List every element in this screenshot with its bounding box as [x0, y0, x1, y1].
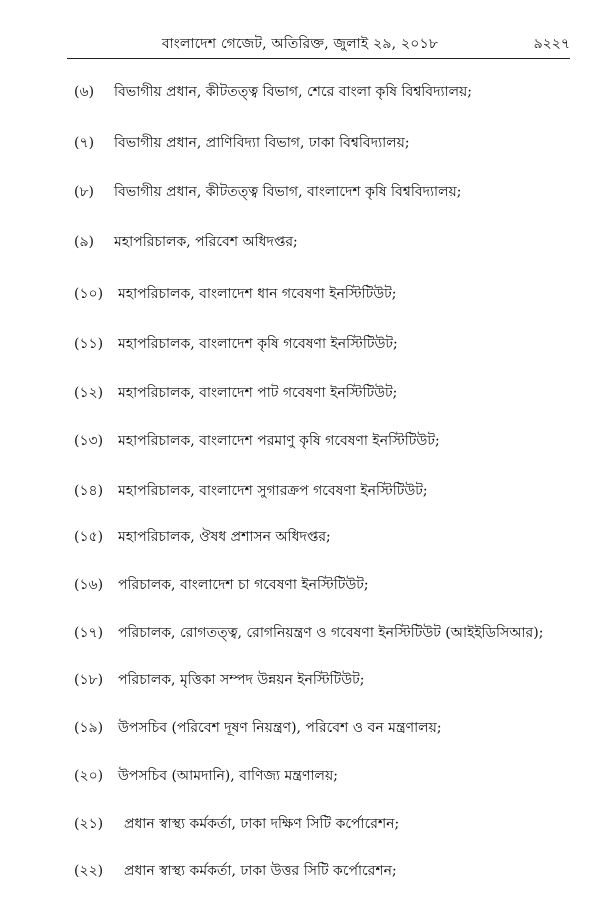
- entry-text: মহাপরিচালক, বাংলাদেশ কৃষি গবেষণা ইনস্টিটিউট;: [118, 336, 398, 352]
- entry-text: বিভাগীয় প্রধান, প্রাণিবিদ্যা বিভাগ, ঢাকা বিশ্ববিদ্যালয়;: [114, 135, 410, 151]
- entry-text: পরিচালক, রোগতত্ত্ব, রোগনিয়ন্ত্রণ ও গবেষণা ইনস্টিটিউট (আইইডিসিআর);: [118, 625, 544, 641]
- entry-number: (১১): [74, 336, 104, 352]
- entry-number: (১২): [74, 385, 104, 401]
- entry-number: (১৪): [74, 483, 104, 499]
- entry-text: মহাপরিচালক, বাংলাদেশ ধান গবেষণা ইনস্টিটিউট;: [118, 286, 397, 302]
- entry-number: (৭): [74, 135, 95, 151]
- entry-text: মহাপরিচালক, বাংলাদেশ পাট গবেষণা ইনস্টিটিউট;: [118, 385, 398, 401]
- entry-text: পরিচালক, মৃত্তিকা সম্পদ উন্নয়ন ইনস্টিটিউট;: [118, 672, 365, 688]
- entry-number: (১৫): [74, 529, 104, 545]
- list-item: [74, 384, 574, 402]
- list-item: [74, 432, 574, 450]
- entry-number: (৬): [74, 84, 95, 100]
- entry-text: প্রধান স্বাস্থ্য কর্মকর্তা, ঢাকা দক্ষিণ সিটি কর্পোরেশন;: [124, 816, 400, 832]
- page-number: ৯২২৭: [533, 36, 570, 52]
- list-item: [74, 767, 574, 785]
- entry-number: (১৩): [74, 433, 104, 449]
- entry-number: (১৭): [74, 625, 104, 641]
- entry-number: (১৬): [74, 577, 104, 593]
- list-item: [74, 134, 574, 152]
- gazette-header-title: বাংলাদেশ গেজেট, অতিরিক্ত, জুলাই ২৯, ২০১৮: [161, 36, 439, 52]
- entry-text: বিভাগীয় প্রধান, কীটতত্ত্ব বিভাগ, শেরে বাংলা কৃষি বিশ্ববিদ্যালয়;: [114, 84, 472, 100]
- entry-text: প্রধান স্বাস্থ্য কর্মকর্তা, ঢাকা উত্তর সিটি কর্পোরেশন;: [124, 863, 397, 879]
- list-item: [74, 719, 574, 737]
- entry-number: (১৯): [74, 720, 104, 736]
- entry-number: (১৮): [74, 672, 104, 688]
- list-item: [74, 815, 574, 833]
- entry-text: মহাপরিচালক, বাংলাদেশ সুগারক্রপ গবেষণা ইনস্টিটিউট;: [118, 483, 428, 499]
- list-item: [74, 482, 574, 500]
- entry-number: (১০): [74, 286, 104, 302]
- entry-text: মহাপরিচালক, ঔষধ প্রশাসন অধিদপ্তর;: [118, 529, 331, 545]
- list-item: [74, 335, 574, 353]
- list-item: [74, 183, 574, 201]
- entry-text: বিভাগীয় প্রধান, কীটতত্ত্ব বিভাগ, বাংলাদেশ কৃষি বিশ্ববিদ্যালয়;: [114, 184, 462, 200]
- list-item: [74, 862, 574, 880]
- list-item: [74, 671, 574, 689]
- entry-text: উপসচিব (আমদানি), বাণিজ্য মন্ত্রণালয়;: [118, 768, 338, 784]
- entry-text: মহাপরিচালক, বাংলাদেশ পরমাণু কৃষি গবেষণা ইনস্টিটিউট;: [118, 433, 440, 449]
- list-item: [74, 233, 574, 251]
- entry-number: (২২): [74, 863, 104, 879]
- list-item: [74, 285, 574, 303]
- list-item: [74, 528, 574, 546]
- list-item: [74, 576, 574, 594]
- entry-text: পরিচালক, বাংলাদেশ চা গবেষণা ইনস্টিটিউট;: [118, 577, 369, 593]
- entry-text: উপসচিব (পরিবেশ দূষণ নিয়ন্ত্রণ), পরিবেশ ও বন মন্ত্রণালয়;: [118, 720, 442, 736]
- entry-text: মহাপরিচালক, পরিবেশ অধিদপ্তর;: [114, 234, 298, 250]
- entry-number: (৯): [74, 234, 95, 250]
- list-item: [74, 83, 574, 101]
- entry-number: (২১): [74, 816, 104, 832]
- entry-number: (৮): [74, 184, 95, 200]
- entry-number: (২০): [74, 768, 104, 784]
- list-item: [74, 624, 574, 642]
